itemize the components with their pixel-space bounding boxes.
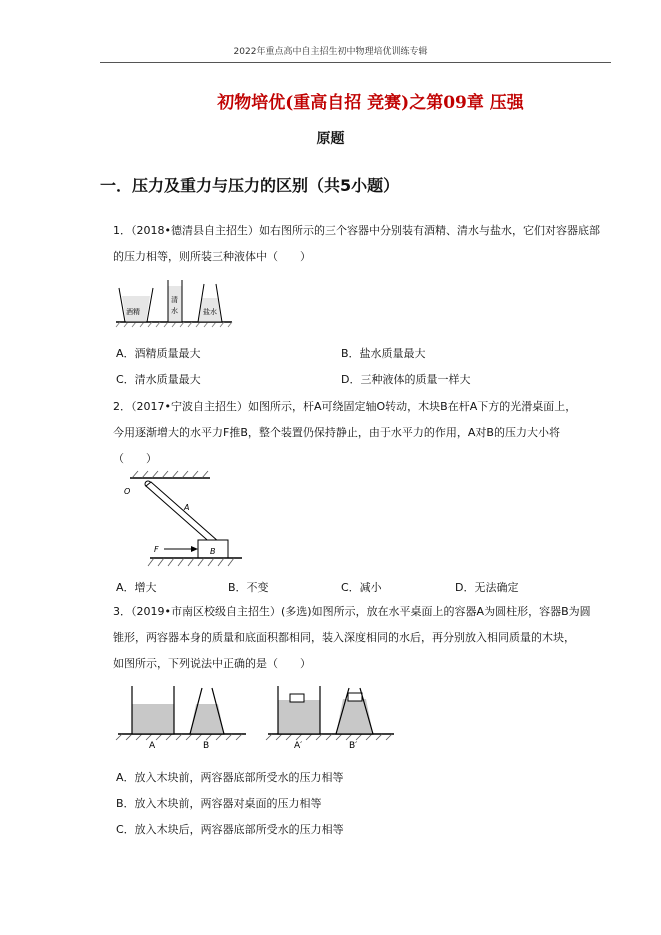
- q3-fig-label-a: A: [149, 741, 156, 751]
- document-title: 初物培优(重高自招 竞赛)之第09章 压强: [217, 93, 524, 113]
- q2-fig-label-b: B: [210, 547, 216, 556]
- q3-line2: 锥形，两容器本身的质量和底面积都相同，装入深度相同的水后，再分别放入相同质量的木块，: [113, 631, 575, 644]
- q1-option-d: D．三种液体的质量一样大: [341, 373, 471, 386]
- q2-figure-lever: [120, 470, 250, 575]
- q3-line1: 3．（2019•市南区校级自主招生）(多选)如图所示，放在水平桌面上的容器A为圆柱形，容器B为圆: [113, 605, 591, 618]
- q2-line2: 今用逐渐增大的水平力F推B，整个装置仍保持静止，由于水平力的作用，A对B的压力大小将: [113, 426, 560, 439]
- document-subtitle: 原题: [316, 131, 345, 147]
- q1-fig-label-alcohol: 酒精: [126, 308, 140, 316]
- q2-fig-label-o: O: [124, 487, 131, 496]
- q2-fig-label-f: F: [154, 545, 159, 554]
- section-heading: 一．压力及重力与压力的区别（共5小题）: [100, 176, 400, 195]
- q3-fig-label-b-prime: B′: [349, 741, 358, 751]
- q3-fig-label-a-prime: A′: [294, 741, 303, 751]
- q1-option-a: A．酒精质量最大: [116, 347, 201, 360]
- q2-fig-label-a: A: [184, 503, 190, 512]
- q2-line1: 2．（2017•宁波自主招生）如图所示，杆A可绕固定轴O转动，木块B在杆A下方的光滑桌面上，: [113, 400, 577, 413]
- q1-figure-containers: [114, 278, 234, 328]
- q2-line3: （ ）: [113, 452, 157, 465]
- q1-fig-label-water-2: 水: [171, 307, 178, 315]
- q2-option-c: C．减小: [341, 581, 382, 594]
- q3-figure-containers: [114, 684, 404, 754]
- q1-fig-label-saltwater: 盐水: [203, 308, 217, 316]
- q1-line2: 的压力相等，则所装三种液体中（ ）: [113, 250, 311, 263]
- q1-option-b: B．盐水质量最大: [341, 347, 426, 360]
- q2-option-d: D．无法确定: [455, 581, 519, 594]
- q1-option-c: C．清水质量最大: [116, 373, 201, 386]
- q3-option-c: C．放入木块后，两容器底部所受水的压力相等: [116, 823, 344, 836]
- q1-line1: 1．（2018•德清县自主招生）如右图所示的三个容器中分别装有酒精、清水与盐水，它们对容器底部: [113, 224, 600, 237]
- q1-fig-label-water-1: 清: [171, 296, 178, 304]
- header-divider: [100, 62, 611, 63]
- q3-line3: 如图所示，下列说法中正确的是（ ）: [113, 657, 311, 670]
- q3-fig-label-b: B: [203, 741, 210, 751]
- q2-option-b: B．不变: [228, 581, 269, 594]
- q2-option-a: A．增大: [116, 581, 157, 594]
- q3-option-b: B．放入木块前，两容器对桌面的压力相等: [116, 797, 322, 810]
- page-header: 2022年重点高中自主招生初中物理培优训练专辑: [233, 47, 428, 57]
- q3-option-a: A．放入木块前，两容器底部所受水的压力相等: [116, 771, 344, 784]
